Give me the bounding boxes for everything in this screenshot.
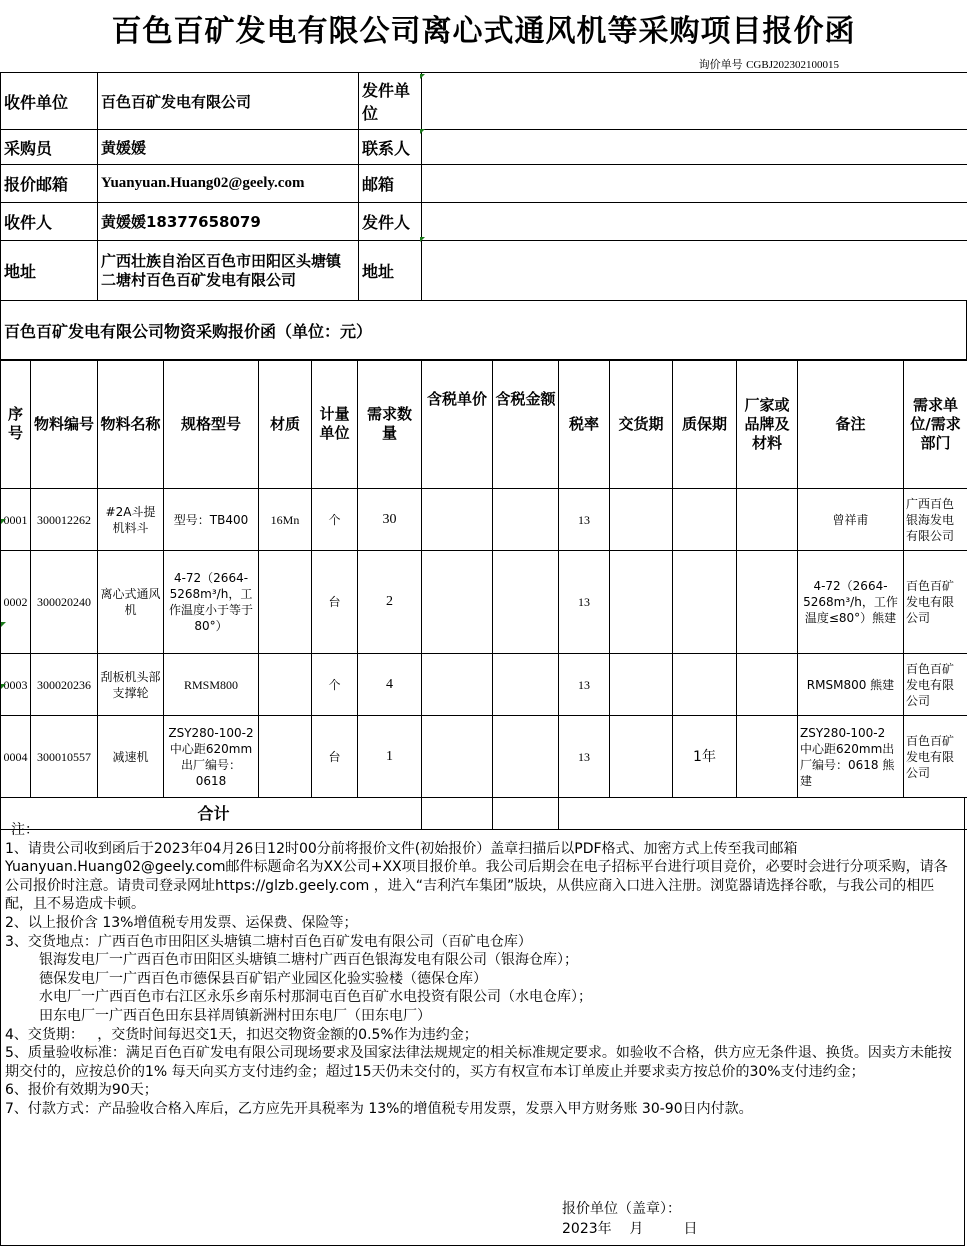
note-item: 1、请贵公司收到函后于2023年04月26日12时00分前将报价文件(初始报价）盖章扫描后以PDF格式、加密方式上传至我司邮箱Yuanyuan.Huang02@geely.com邮件标题命名为XX公司+XX项目报价单。我公司后期会在电子招标平台进行项目竞价，必要时会进行分项采购，请各公司报价时注意。请贵司登录网址https://glzb.geely.com ，进入“吉利汽车集团”版块，从供应商入口进入注册。浏览器请选择谷歌，与我公司的相匹配，且不易造成卡顿。 <box>5 840 948 913</box>
cell-name: 离心式通风机 <box>98 551 164 654</box>
inquiry-number <box>699 56 839 72</box>
quote-email-value: Yuanyuan.Huang02@geely.com <box>98 165 359 203</box>
cell-delivery[interactable] <box>610 551 673 654</box>
cell-seq: 0002 <box>1 551 31 654</box>
cell-qty: 30 <box>358 489 422 551</box>
email-value[interactable] <box>422 165 967 203</box>
cell-name: #2A斗提机料斗 <box>98 489 164 551</box>
cell-name: 刮板机头部支撑轮 <box>98 654 164 716</box>
cell-dept: 百色百矿发电有限公司 <box>904 654 967 716</box>
cell-amount[interactable] <box>493 551 559 654</box>
notes-section <box>0 797 965 1246</box>
cell-marker-icon <box>1 519 6 524</box>
cell-code: 300012262 <box>31 489 98 551</box>
cell-remark: 曾祥甫 <box>798 489 904 551</box>
total-label: 合计 <box>164 798 422 830</box>
receiver-unit-label: 收件单位 <box>1 73 98 130</box>
note-subitem: 水电厂一广西百色市右江区永乐乡南乐村那洞屯百色百矿水电投资有限公司（水电仓库）； <box>39 989 592 1006</box>
header-spec: 规格型号 <box>164 360 259 489</box>
sender-unit-label: 发件单位 <box>359 73 422 130</box>
cell-material <box>259 716 312 798</box>
header-delivery: 交货期 <box>610 360 673 489</box>
buyer-label: 采购员 <box>1 130 98 165</box>
header-qty: 需求数量 <box>358 360 422 489</box>
header-warranty: 质保期 <box>673 360 737 489</box>
cell-warranty[interactable] <box>673 489 737 551</box>
cell-spec: 4-72（2664-5268m³/h，工作温度小于等于80°） <box>164 551 259 654</box>
table-row <box>1 716 967 798</box>
cell-spec: RMSM800 <box>164 654 259 716</box>
cell-qty: 1 <box>358 716 422 798</box>
cell-seq: 0003 <box>1 654 31 716</box>
cell-amount[interactable] <box>493 654 559 716</box>
receiver-unit-value: 百色百矿发电有限公司 <box>98 73 359 130</box>
signature-date: 2023年 月 日 <box>562 1221 698 1237</box>
cell-brand[interactable] <box>737 716 798 798</box>
address-value: 广西壮族自治区百色市田阳区头塘镇二塘村百色百矿发电有限公司 <box>98 241 359 301</box>
cell-brand[interactable] <box>737 551 798 654</box>
sender-unit-value[interactable] <box>422 73 967 130</box>
header-material: 材质 <box>259 360 312 489</box>
note-item: 5、质量验收标准：满足百色百矿发电有限公司现场要求及国家法律法规规定的相关标准规定要求。如验收不合格，供方应无条件退、换货。因卖方未能按期交付的，应按总价的1% 每天向买方支付违约金；超过15天仍未交付的，买方有权宣布本订单废止并要求卖方按总价的30%支付违约金； <box>5 1045 952 1080</box>
cell-code: 300020236 <box>31 654 98 716</box>
cell-price[interactable] <box>422 654 493 716</box>
table-row <box>1 551 967 654</box>
contact-label: 联系人 <box>359 130 422 165</box>
email-label: 邮箱 <box>359 165 422 203</box>
cell-material: 16Mn <box>259 489 312 551</box>
recipient-label: 收件人 <box>1 203 98 241</box>
header-amount: 含税金额 <box>493 360 559 489</box>
cell-amount[interactable] <box>493 716 559 798</box>
cell-warranty[interactable]: 1年 <box>673 716 737 798</box>
cell-brand[interactable] <box>737 489 798 551</box>
header-tax: 税率 <box>559 360 610 489</box>
cell-delivery[interactable] <box>610 489 673 551</box>
note-item: 3、交货地点：广西百色市田阳区头塘镇二塘村百色百矿发电有限公司（百矿电仓库） <box>5 933 532 950</box>
cell-name: 减速机 <box>98 716 164 798</box>
address-label: 地址 <box>1 241 98 301</box>
inquiry-value: CGBJ202302100015 <box>746 59 839 71</box>
cell-material <box>259 654 312 716</box>
buyer-value: 黄媛媛 <box>98 130 359 165</box>
address2-value[interactable] <box>422 241 967 301</box>
header-unit: 计量单位 <box>312 360 358 489</box>
sender-label: 发件人 <box>359 203 422 241</box>
note-heading: 注： <box>11 822 39 838</box>
header-dept: 需求单位/需求部门 <box>904 360 967 489</box>
cell-price[interactable] <box>422 551 493 654</box>
cell-brand[interactable] <box>737 654 798 716</box>
signature-unit: 报价单位（盖章）： <box>562 1201 681 1217</box>
cell-dept: 广西百色银海发电有限公司 <box>904 489 967 551</box>
cell-amount[interactable] <box>493 489 559 551</box>
cell-dept: 百色百矿发电有限公司 <box>904 551 967 654</box>
header-brand: 厂家或品牌及材料 <box>737 360 798 489</box>
cell-seq: 0001 <box>1 489 31 551</box>
contact-value[interactable] <box>422 130 967 165</box>
cell-price[interactable] <box>422 489 493 551</box>
note-subitem: 银海发电厂一广西百色市田阳区头塘镇二塘村广西百色银海发电有限公司（银海仓库）； <box>39 952 578 969</box>
cell-seq: 0004 <box>1 716 31 798</box>
cell-delivery[interactable] <box>610 716 673 798</box>
cell-marker-icon <box>420 237 425 242</box>
cell-tax: 13 <box>559 551 610 654</box>
table-row <box>1 489 967 551</box>
items-table <box>0 359 967 830</box>
note-item: 6、报价有效期为90天； <box>5 1082 158 1099</box>
note-subitem: 德保发电厂一广西百色市德保县百矿铝产业园区化验实验楼（德保仓库） <box>39 970 487 987</box>
banner-title: 百色百矿发电有限公司物资采购报价函（单位：元） <box>1 301 967 361</box>
cell-remark: ZSY280-100-2 中心距620mm出厂编号：0618 熊建 <box>798 716 904 798</box>
cell-warranty[interactable] <box>673 551 737 654</box>
banner-table <box>0 300 967 361</box>
recipient-value: 黄媛媛18377658079 <box>98 203 359 241</box>
cell-marker-icon <box>420 74 425 79</box>
header-code: 物料编号 <box>31 360 98 489</box>
cell-spec: 型号：TB400 <box>164 489 259 551</box>
address2-label: 地址 <box>359 241 422 301</box>
cell-material <box>259 551 312 654</box>
cell-qty: 2 <box>358 551 422 654</box>
header-price: 含税单价 <box>422 360 493 489</box>
sender-value[interactable] <box>422 203 967 241</box>
cell-code: 300010557 <box>31 716 98 798</box>
cell-code: 300020240 <box>31 551 98 654</box>
cell-marker-icon <box>1 684 6 689</box>
note-subitem: 田东电厂一广西百色田东县祥周镇新洲村田东电厂（田东电厂） <box>39 1007 431 1024</box>
cell-price[interactable] <box>422 716 493 798</box>
table-row <box>1 654 967 716</box>
cell-tax: 13 <box>559 654 610 716</box>
cell-unit: 台 <box>312 551 358 654</box>
cell-dept: 百色百矿发电有限公司 <box>904 716 967 798</box>
cell-tax: 13 <box>559 716 610 798</box>
cell-unit: 个 <box>312 489 358 551</box>
inquiry-label: 询价单号 <box>698 58 743 71</box>
cell-unit: 个 <box>312 654 358 716</box>
header-name: 物料名称 <box>98 360 164 489</box>
cell-delivery[interactable] <box>610 654 673 716</box>
cell-remark: RMSM800 熊建 <box>798 654 904 716</box>
cell-spec: ZSY280-100-2 中心距620mm出厂编号：0618 <box>164 716 259 798</box>
cell-marker-icon <box>1 622 6 627</box>
page-title: 百色百矿发电有限公司离心式通风机等采购项目报价函 <box>111 14 856 49</box>
note-item: 4、交货期： ，交货时间每迟交1天，扣迟交物资金额的0.5%作为违约金； <box>5 1026 478 1043</box>
note-item: 2、以上报价含 13%增值税专用发票、运保费、保险等； <box>5 914 358 931</box>
cell-unit: 台 <box>312 716 358 798</box>
header-seq: 序号 <box>1 360 31 489</box>
cell-remark: 4-72（2664-5268m³/h，工作温度≤80°）熊建 <box>798 551 904 654</box>
signature-block <box>562 1199 697 1239</box>
cell-warranty[interactable] <box>673 654 737 716</box>
header-remark: 备注 <box>798 360 904 489</box>
quote-email-label: 报价邮箱 <box>1 165 98 203</box>
note-item: 7、付款方式：产品验收合格入库后，乙方应先开具税率为 13%的增值税专用发票，发票入甲方财务账 30-90日内付款。 <box>5 1100 753 1117</box>
info-table <box>0 72 967 301</box>
cell-marker-icon <box>420 129 425 134</box>
cell-tax: 13 <box>559 489 610 551</box>
cell-qty: 4 <box>358 654 422 716</box>
